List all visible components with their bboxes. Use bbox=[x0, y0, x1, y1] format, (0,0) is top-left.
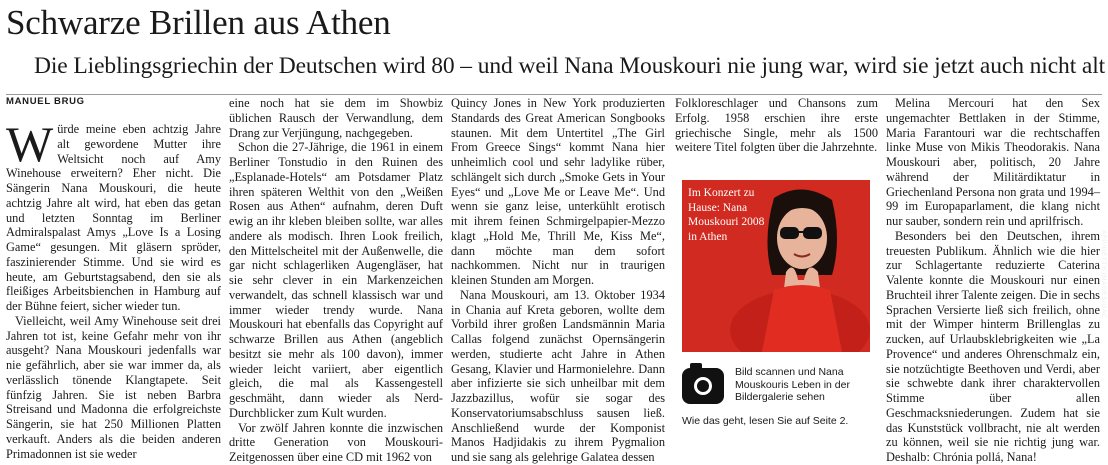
header-rule bbox=[6, 94, 1102, 95]
subheadline: Die Lieblingsgriechin der Deutschen wird 80 – und weil Nana Mouskouri nie jung war, wird sie jetzt auch nicht alt bbox=[34, 53, 1106, 79]
paragraph: Nana Mouskouri, am 13. Oktober 1934 in Chania auf Kreta geboren, wollte dem Vorbild ihrer großen Landsmännin Maria Callas folgend zunächst Opernsängerin werden, studierte acht Jahre in Athen Gesang, Klavier und Harmonielehre. Dann aber infizierte sie sich unheilbar mit dem Jazzbazillus, wofür sie sogar des Konservatoriumsabschluss sausen ließ. Anschließend wurde der Komponist Manos Hadjidakis zu ihrem Pygmalion und sie sang als gelehrige Galatea dessen bbox=[451, 287, 665, 464]
paragraph: Quincy Jones in New York produzierten Standards des Great American Songbooks staunen. Mit dem Untertitel „The Girl From Greece Sings“ kommt Nana hier unheimlich cool und sehr ladylike rüber, schlängelt sich durch „Smoke Gets in Your Eyes“ und „Love Me or Leave Me“. Und wenn sie ganz leise, unterkühlt erotisch mit ihrem feinen Schmirgelpapier-Mezzo klagt „Hold Me, Thrill Me, Kiss Me“, dann möchte man dem sofort nachkommen. Nicht nur in traurigen kleinen Stunden am Morgen. bbox=[451, 96, 665, 287]
article-column-3 bbox=[451, 96, 665, 465]
paragraph: Vor zwölf Jahren konnte die inzwischen dritte Generation von Mouskouri-Zeitgenossen über eine CD mit 1962 von bbox=[229, 420, 443, 464]
article-column-4 bbox=[675, 96, 878, 155]
paragraph: Folkloreschlager und Chansons zum Erfolg. 1958 erschien ihre erste griechische Single, mehr als 1500 weitere Titel folgten über die Jahrzehnte. bbox=[675, 96, 878, 155]
photo-credit: AFP/GETTY IMAGES/GAC bbox=[1100, 230, 1107, 319]
paragraph: Schon die 27-Jährige, die 1961 in einem Berliner Tonstudio in den Ruinen des „Esplanade-Hotels“ am Potsdamer Platz ihren späteren Welthit von den „Weißen Rosen aus Athen“ aufnahm, deren Duft ewig an ihr kleben bleiben sollte, war alles andere als modisch. Ihren Look freilich, den Mittelscheitel mit der Außenwelle, die gar nicht schlagerliken Augengläser, hat sie sehr clever in ein Markenzeichen verwandelt, das schnell klassisch war und immer wieder trendy wurde. Nana Mouskouri hat ebenfalls das Copyright auf schwarze Brillen aus Athen (angeblich besitzt sie mehr als 100 davon), immer wieder leicht variiert, aber eigentlich gleich, die mal als Kassengestell geschmäht, dann wieder als Nerd-Durchblicker zum Kult wurden. bbox=[229, 140, 443, 420]
paragraph: Vielleicht, weil Amy Winehouse seit drei Jahren tot ist, keine Gefahr mehr von ihr ausgeht? Nana Mouskouri jedenfalls war nie gefährlich, aber sie war immer da, als verlässlich tönende Klangtapete. Seit fünfzig Jahren. Sie ist neben Barbra Streisand und Madonna die erfolgreichste Sängerin, sie hat 250 Millionen Platten verkauft. Anders als die beiden anderen Primadonnen ist sie weder bbox=[6, 313, 221, 461]
paragraph: Besonders bei den Deutschen, ihrem treuesten Publikum. Ähnlich wie die hier zur Schlagertante reduzierte Caterina Valente konnte die Mouskouri nur einen Bruchteil ihrer Talente zeigen. Die in sechs Sprachen Versierte ließ sich freilich, ohne mit der Wimper hinterm Brillenglas zu zucken, auf Urlaubsklebrigkeiten wie „La Provence“ und anderes Ohrenschmalz ein, sie notzüchtigte Beethoven und Verdi, aber sie schwebte dank ihrer charaktervollen Stimme über allen Geschmacksniederungen. Zudem hat sie das Kunststück vollbracht, nie alt werden zu können, weil sie nie richtig jung war. Deshalb: Chrónia pollá, Nana! bbox=[886, 228, 1100, 464]
article-column-1 bbox=[6, 116, 221, 461]
camera-icon bbox=[682, 368, 724, 404]
article-column-5 bbox=[886, 96, 1100, 465]
paragraph: Würde meine eben achtzig Jahre alt gewordene Mutter ihre Weltsicht noch auf Amy Winehouse erweitern? Eher nicht. Die Sängerin Nana Mouskouri, die heute achtzig Jahre alt wird, hat eben das getan und letzten Sonntag im Berliner Admiralspalast Amys „Love Is a Losing Game“ gesungen. Mit gläsern spröder, faszinierender Stimme. Und sie wird es heute, am Geburtstagsabend, den sie als fleißiges Arbeitsbienchen in Hamburg auf der Bühne feiert, sicher wieder tun. bbox=[6, 116, 221, 313]
promo-text: Bild scannen und Nana Mouskouris Leben in der Bildergalerie sehen bbox=[735, 366, 850, 403]
drop-cap: W bbox=[6, 116, 54, 172]
author-byline: MANUEL BRUG bbox=[6, 96, 85, 107]
article-column-2 bbox=[229, 96, 443, 465]
paragraph: eine noch hat sie dem im Showbiz üblichen Rausch der Verwandlung, dem Drang zur Verjüngung, nachgegeben. bbox=[229, 96, 443, 140]
photo-caption: Im Konzert zu Hause: Nana Mouskouri 2008 in Athen bbox=[688, 187, 765, 243]
scan-promo bbox=[682, 364, 872, 427]
paragraph: Melina Mercouri hat den Sex ungemachter Bettlaken in der Stimme, Maria Farantouri war die rechtschaffen linke Muse von Mikis Theodorakis. Nana Mouskouri aber, politisch, 20 Jahre während der Militärdiktatur in Griechenland Persona non grata und 1994–99 im Europaparlament, die klang nicht nur sauber, sondern rein und aprilfrisch. bbox=[886, 96, 1100, 228]
headline: Schwarze Brillen aus Athen bbox=[6, 3, 391, 42]
promo-subtext: Wie das geht, lesen Sie auf Seite 2. bbox=[682, 415, 849, 427]
